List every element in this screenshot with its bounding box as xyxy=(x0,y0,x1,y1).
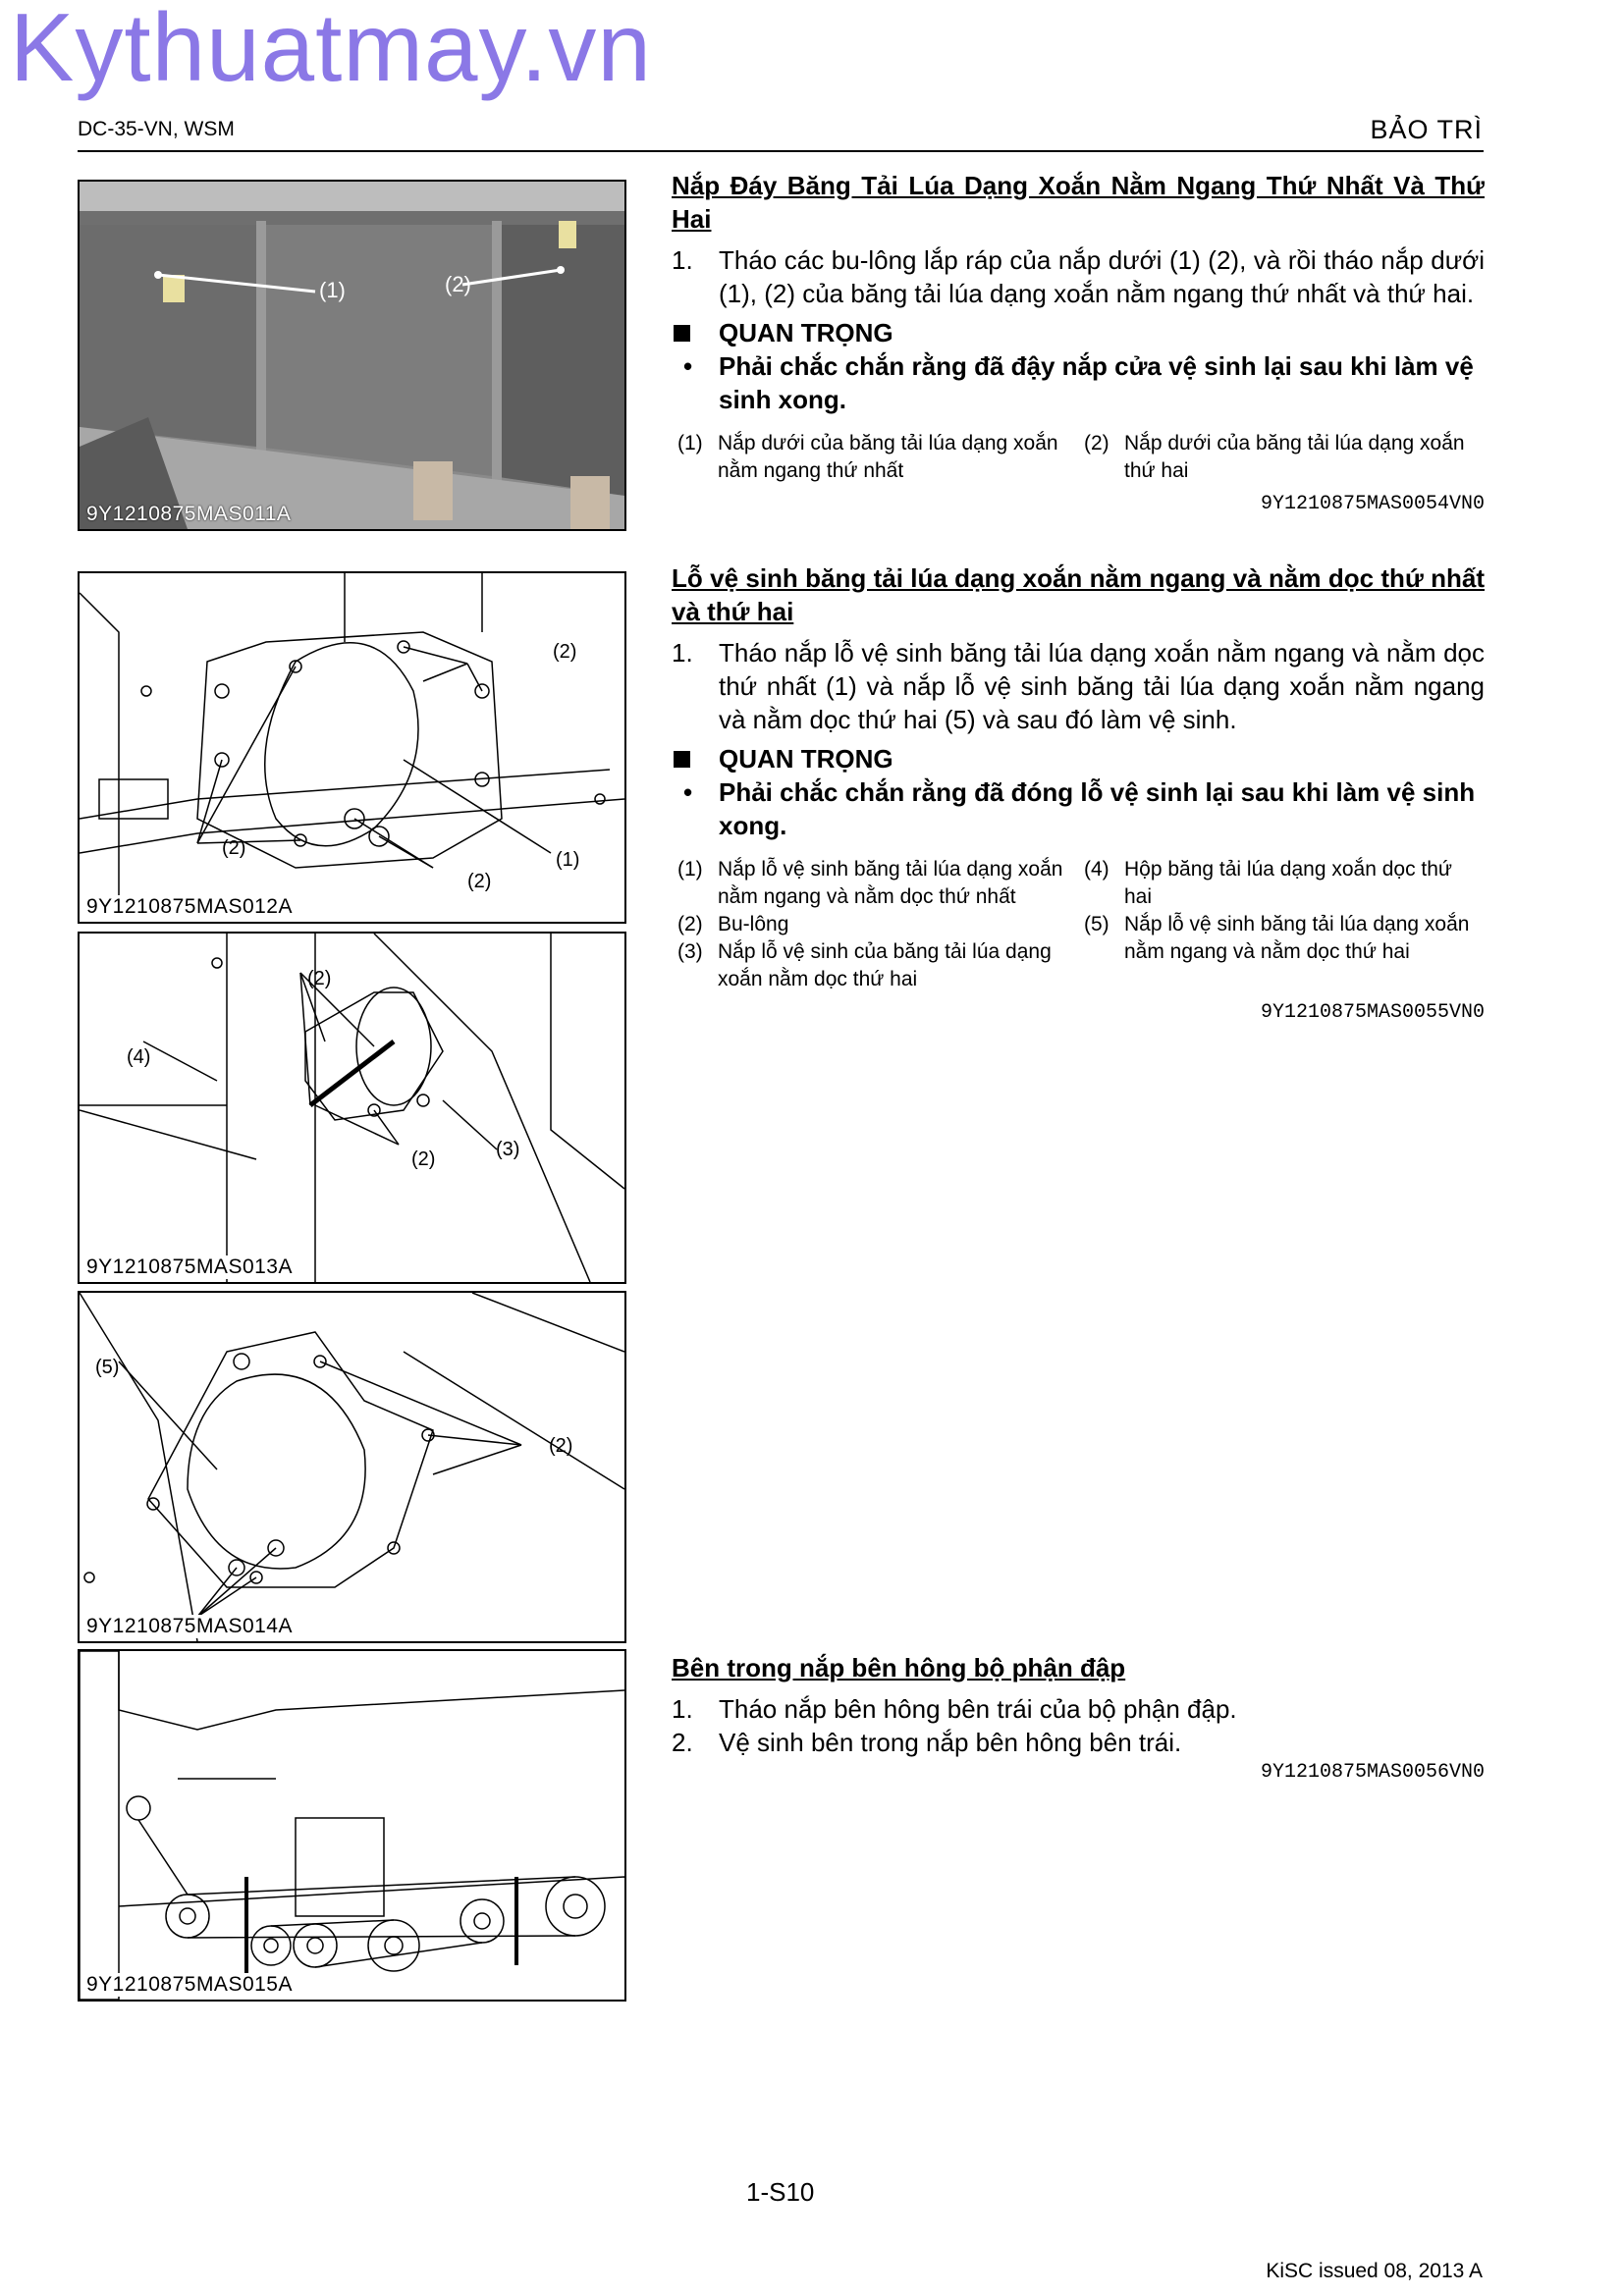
figure-drawing-side-cover xyxy=(78,1649,626,2002)
figure-drawing-cleaning-hole-1 xyxy=(78,571,626,924)
legend-number: (2) xyxy=(1084,432,1109,454)
figure-drawing-cleaning-hole-3 xyxy=(78,932,626,1284)
legend-text: Nắp dưới của băng tải lúa dạng xoắn nằm ngang thứ nhất xyxy=(718,432,1058,482)
important-text: Phải chắc chắn rằng đã đóng lỗ vệ sinh lại sau khi làm vệ sinh xong. xyxy=(719,777,1476,840)
step-number: 1. xyxy=(672,1694,693,1724)
callout-1: (1) xyxy=(319,278,346,302)
section-side-cover xyxy=(672,1651,1485,1784)
legend-text: Nắp lỗ vệ sinh của băng tải lúa dạng xoắn nằm dọc thứ hai xyxy=(718,940,1052,990)
step-text: Tháo nắp bên hông bên trái của bộ phận đập. xyxy=(719,1694,1237,1724)
header-rule xyxy=(78,150,1484,152)
reference-code: 9Y1210875MAS0056VN0 xyxy=(1260,1761,1485,1784)
important-note xyxy=(672,775,1485,842)
legend xyxy=(672,430,1485,485)
legend-text: Bu-lông xyxy=(718,913,789,935)
figure-photo-bottom-covers xyxy=(78,180,626,531)
important-label: QUAN TRỌNG xyxy=(719,318,893,347)
callout-5: (5) xyxy=(95,1357,120,1378)
drawing-illustration xyxy=(80,573,624,922)
step-text: Tháo các bu-lông lắp ráp của nắp dưới (1) (2), và rồi tháo nắp dưới (1), (2) của băng tải lúa dạng xoắn nằm ngang thứ nhất và thứ hai. xyxy=(719,245,1485,308)
reference-code: 9Y1210875MAS0054VN0 xyxy=(1260,493,1485,515)
important-heading xyxy=(672,316,1485,349)
step-item xyxy=(672,1692,1485,1726)
figure-label: 9Y1210875MAS013A xyxy=(83,1255,296,1279)
important-note xyxy=(672,349,1485,416)
photo-illustration xyxy=(80,182,624,529)
issue-note: KiSC issued 08, 2013 A xyxy=(1266,2260,1483,2282)
step-text: Vệ sinh bên trong nắp bên hông bên trái. xyxy=(719,1728,1182,1757)
drawing-illustration xyxy=(80,1651,624,2000)
legend-text: Hộp băng tải lúa dạng xoắn dọc thứ hai xyxy=(1124,858,1452,908)
legend-item xyxy=(1078,430,1485,485)
figure-label: 9Y1210875MAS015A xyxy=(83,1973,296,1997)
legend-item xyxy=(1078,911,1485,966)
callout-2: (2) xyxy=(445,272,471,296)
step-item xyxy=(672,243,1485,310)
legend-text: Nắp dưới của băng tải lúa dạng xoắn thứ hai xyxy=(1124,432,1465,482)
important-text: Phải chắc chắn rằng đã đậy nắp cửa vệ sinh lại sau khi làm vệ sinh xong. xyxy=(719,351,1474,414)
callout-2a: (2) xyxy=(307,968,332,989)
drawing-illustration xyxy=(80,934,624,1282)
reference-code: 9Y1210875MAS0055VN0 xyxy=(1260,1001,1485,1024)
page-number: 1-S10 xyxy=(746,2177,815,2207)
legend-number: (3) xyxy=(677,940,703,963)
legend-number: (1) xyxy=(677,432,703,454)
step-item xyxy=(672,636,1485,736)
callout-4: (4) xyxy=(127,1046,151,1068)
step-text: Tháo nắp lỗ vệ sinh băng tải lúa dạng xoắn nằm ngang và nằm dọc thứ nhất (1) và nắp lỗ vệ sinh băng tải lúa dạng xoắn nằm ngang và nằm dọc thứ hai (5) và sau đó làm vệ sinh. xyxy=(719,638,1485,734)
legend-text: Nắp lỗ vệ sinh băng tải lúa dạng xoắn nằm ngang và nằm dọc thứ nhất xyxy=(718,858,1063,908)
figure-drawing-cleaning-hole-5 xyxy=(78,1291,626,1643)
callout-3: (3) xyxy=(496,1139,520,1160)
callout-2a: (2) xyxy=(553,641,577,663)
legend-item xyxy=(672,856,1078,911)
section-bottom-covers xyxy=(672,169,1485,515)
section-cleaning-holes xyxy=(672,561,1485,1024)
step-number: 2. xyxy=(672,1728,693,1757)
figure-label: 9Y1210875MAS014A xyxy=(83,1615,296,1638)
bullet-icon: • xyxy=(683,777,693,807)
legend-item xyxy=(1078,856,1485,911)
section-title: Bên trong nắp bên hông bộ phận đập xyxy=(672,1653,1126,1682)
figure-label: 9Y1210875MAS011A xyxy=(86,503,292,525)
step-item xyxy=(672,1726,1485,1759)
step-number: 1. xyxy=(672,245,693,275)
legend-text: Nắp lỗ vệ sinh băng tải lúa dạng xoắn nằm ngang và nằm dọc thứ hai xyxy=(1124,913,1470,963)
watermark-text: Kythuatmay.vn xyxy=(10,0,652,101)
callout-2b: (2) xyxy=(411,1148,436,1170)
important-heading xyxy=(672,742,1485,775)
legend-number: (4) xyxy=(1084,858,1109,881)
square-bullet-icon xyxy=(674,325,690,342)
legend-item xyxy=(672,911,1078,938)
callout-2c: (2) xyxy=(467,871,492,892)
callout-1: (1) xyxy=(556,849,580,871)
bullet-icon: • xyxy=(683,351,693,381)
legend xyxy=(672,856,1485,993)
legend-number: (1) xyxy=(677,858,703,881)
legend-item xyxy=(672,938,1078,993)
section-title: Nắp Đáy Băng Tải Lúa Dạng Xoắn Nằm Ngang Thứ Nhất Và Thứ Hai xyxy=(672,171,1485,234)
legend-item xyxy=(672,430,1078,485)
drawing-illustration xyxy=(80,1293,624,1641)
square-bullet-icon xyxy=(674,751,690,768)
important-label: QUAN TRỌNG xyxy=(719,744,893,774)
legend-number: (5) xyxy=(1084,913,1109,935)
callout-2: (2) xyxy=(549,1435,573,1457)
document-code: DC-35-VN, WSM xyxy=(78,118,235,140)
callout-2b: (2) xyxy=(222,837,246,859)
section-title: Lỗ vệ sinh băng tải lúa dạng xoắn nằm ngang và nằm dọc thứ nhất và thứ hai xyxy=(672,563,1485,626)
legend-number: (2) xyxy=(677,913,703,935)
figure-label: 9Y1210875MAS012A xyxy=(83,895,296,919)
section-heading: BẢO TRÌ xyxy=(1370,115,1483,144)
step-number: 1. xyxy=(672,638,693,667)
